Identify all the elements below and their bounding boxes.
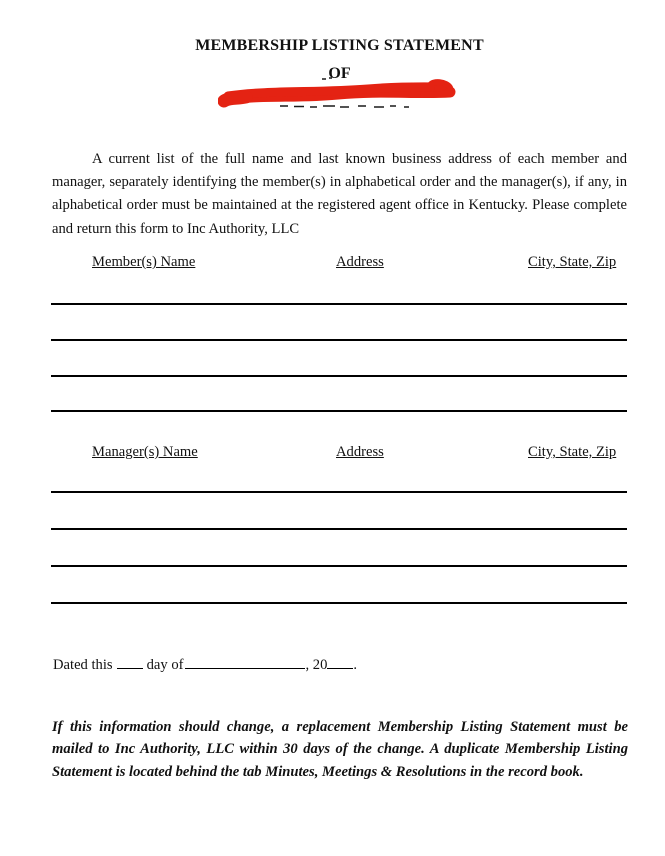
manager-blank-line — [51, 491, 627, 493]
dated-year-blank — [327, 654, 353, 669]
member-blank-line — [51, 410, 627, 412]
member-blank-line — [51, 303, 627, 305]
member-address-header: Address — [336, 254, 384, 270]
member-blank-line — [51, 375, 627, 377]
dated-year-prefix: , 20 — [305, 656, 328, 673]
dated-period: . — [353, 656, 358, 673]
dated-day-blank — [117, 654, 143, 669]
dated-dayof: day of — [146, 656, 184, 673]
member-table-headers — [0, 254, 665, 274]
manager-blank-line — [51, 528, 627, 530]
member-name-header: Member(s) Name — [92, 254, 196, 270]
of-label: OF — [328, 65, 351, 82]
intro-paragraph: A current list of the full name and last known business address of each member and manager, separately identifying the member(s) in alphabetical order and the manager(s), if any, in alphabetical order must be maintained at the registered agent office in Kentucky. Please complete and return this form to Inc Authority, LLC — [52, 150, 627, 237]
member-blank-line — [51, 339, 627, 341]
manager-blank-line — [51, 602, 627, 604]
page-title: MEMBERSHIP LISTING STATEMENT — [195, 37, 484, 54]
member-city-header: City, State, Zip — [528, 254, 617, 270]
manager-name-header: Manager(s) Name — [92, 444, 198, 460]
dated-line — [53, 654, 628, 674]
manager-city-header: City, State, Zip — [528, 444, 617, 460]
dated-prefix: Dated this — [53, 656, 113, 673]
manager-blank-line — [51, 565, 627, 567]
dated-month-blank — [185, 654, 305, 669]
footer-note: If this information should change, a replacement Membership Listing Statement must be mailed to Inc Authority, LLC within 30 days of the change. A duplicate Membership Listing Statement is located behind the tab Minutes, Meetings & Resolutions in the record book. — [52, 718, 628, 780]
redaction-scribble-icon — [218, 77, 458, 111]
manager-table-headers — [0, 444, 665, 464]
manager-address-header: Address — [336, 444, 384, 460]
